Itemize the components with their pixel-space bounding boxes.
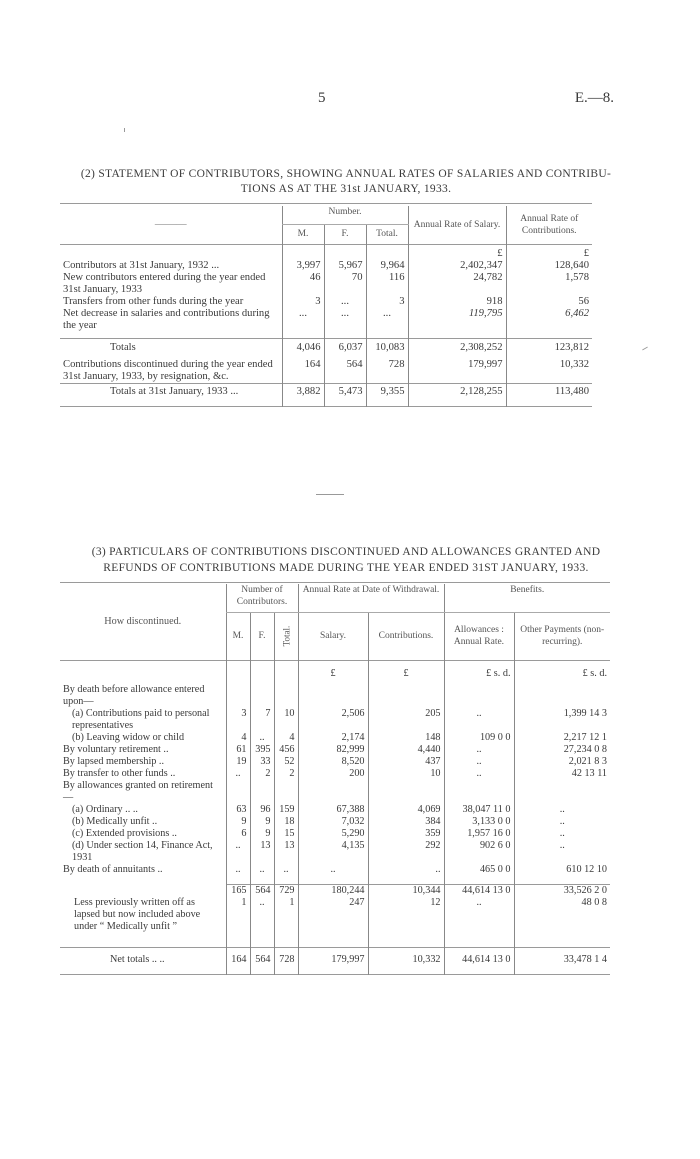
- cell-total: 4: [274, 732, 298, 744]
- cell-contrib: 56: [506, 296, 592, 308]
- row-label: Totals: [110, 341, 136, 353]
- cell-allowances: ..: [444, 756, 514, 768]
- table-row: [60, 383, 592, 406]
- cell-allowances: 902 6 0: [444, 840, 514, 864]
- table-row: [60, 804, 610, 816]
- cell-m: 46: [282, 272, 324, 296]
- statement3-header-m: M.: [226, 612, 250, 660]
- cell-other: ..: [514, 816, 610, 828]
- cell-total: 456: [274, 744, 298, 756]
- table-row: [60, 308, 592, 332]
- statement3-pound-salary: £: [298, 660, 368, 680]
- cell-m: 4: [226, 732, 250, 744]
- cell-f: 9: [250, 816, 274, 828]
- row-label: Net decrease in salaries and contributions during the year: [63, 308, 270, 331]
- row-label: Contributors at 31st January, 1932 ...: [63, 260, 220, 271]
- cell-f: 5,967: [324, 260, 366, 272]
- row-label: (b) Leaving widow or child: [72, 732, 185, 743]
- cell-total: 3: [366, 296, 408, 308]
- cell-salary: 7,032: [298, 816, 368, 828]
- statement2-title-line2: TIONS AS AT THE 31st JANUARY, 1933.: [240, 183, 452, 195]
- cell-total: 9,355: [366, 383, 408, 406]
- statement2-title-line1: (2) STATEMENT OF CONTRIBUTORS, SHOWING ANNUAL RATES OF SALARIES AND CONTRIBU-: [80, 168, 612, 180]
- row-label: Net totals .. ..: [110, 953, 165, 965]
- table-row: [60, 780, 610, 804]
- cell-total: ..: [274, 864, 298, 876]
- cell-f: 564: [250, 947, 274, 974]
- cell-contrib: 10,332: [368, 947, 444, 974]
- cell-m: 3: [226, 708, 250, 732]
- statement3-header-allowances: Allowances : Annual Rate.: [444, 612, 514, 660]
- cell-salary: 2,402,347: [408, 260, 506, 272]
- statement3-header-how: How discontinued.: [104, 615, 182, 627]
- cell-other: 33,526 2 0: [514, 884, 610, 897]
- cell-salary: 5,290: [298, 828, 368, 840]
- statement2-pound-contrib: £: [506, 244, 592, 260]
- cell-f: ...: [324, 296, 366, 308]
- table-row: [60, 816, 610, 828]
- row-label: (c) Extended provisions ..: [72, 828, 177, 839]
- row-label: By voluntary retirement ..: [63, 744, 169, 755]
- statement3-header-total: [274, 612, 298, 660]
- table-row: [60, 864, 610, 876]
- statement3-table: [60, 584, 610, 976]
- table-row: [60, 897, 610, 948]
- cell-other: 610 12 10: [514, 864, 610, 876]
- cell-salary: 2,128,255: [408, 383, 506, 406]
- statement2-header-salary: Annual Rate of Salary.: [408, 206, 506, 244]
- cell-m: 63: [226, 804, 250, 816]
- table-row: [60, 338, 592, 354]
- statement2-table: [60, 206, 592, 408]
- table-row: [60, 840, 610, 864]
- cell-total: 15: [274, 828, 298, 840]
- table-row: [60, 708, 610, 732]
- cell-m: 61: [226, 744, 250, 756]
- statement2-blank-header: ———: [154, 218, 187, 230]
- statement2-header-f: F.: [324, 224, 366, 244]
- row-label: (d) Under section 14, Finance Act, 1931: [72, 840, 213, 863]
- cell-total: 13: [274, 840, 298, 864]
- page-number: 5: [318, 90, 326, 106]
- row-label: New contributors entered during the year ended 31st January, 1933: [63, 272, 266, 295]
- cell-f: 13: [250, 840, 274, 864]
- statement3-header-other: Other Payments (non-recurring).: [514, 612, 610, 660]
- statement3-header-number: Number of Contributors.: [226, 584, 298, 612]
- statement2-header-number: Number.: [282, 206, 408, 224]
- cell-salary: 2,174: [298, 732, 368, 744]
- statement3-header-benefits: Benefits.: [444, 584, 610, 612]
- cell-allowances: ..: [444, 744, 514, 756]
- section-separator: [316, 494, 344, 495]
- cell-m: 3,882: [282, 383, 324, 406]
- cell-total: 52: [274, 756, 298, 768]
- row-label: Transfers from other funds during the year: [63, 296, 244, 307]
- statement2-pound-salary: £: [408, 244, 506, 260]
- cell-total: 2: [274, 768, 298, 780]
- cell-other: 2,021 8 3: [514, 756, 610, 768]
- cell-contrib: 113,480: [506, 383, 592, 406]
- cell-m: ..: [226, 840, 250, 864]
- statement2-header-m: M.: [282, 224, 324, 244]
- cell-f: 5,473: [324, 383, 366, 406]
- cell-other: 27,234 0 8: [514, 744, 610, 756]
- row-label: Less previously written off as lapsed but now included above under “ Medically unfit ”: [74, 896, 201, 932]
- table-row: [60, 296, 592, 308]
- cell-total: 116: [366, 272, 408, 296]
- cell-salary: 200: [298, 768, 368, 780]
- statement3-title-line2: REFUNDS OF CONTRIBUTIONS MADE DURING THE YEAR ENDED 31ST JANUARY, 1933.: [103, 562, 589, 574]
- cell-salary: 119,795: [408, 308, 506, 332]
- statement3-title-line1: (3) PARTICULARS OF CONTRIBUTIONS DISCONTINUED AND ALLOWANCES GRANTED AND: [91, 546, 601, 558]
- row-label: [60, 884, 226, 897]
- cell-f: 564: [250, 884, 274, 897]
- cell-m: 4,046: [282, 338, 324, 354]
- statement3-header-salary: Salary.: [298, 612, 368, 660]
- cell-m: 9: [226, 816, 250, 828]
- cell-f: 7: [250, 708, 274, 732]
- cell-f: 96: [250, 804, 274, 816]
- cell-allowances: 465 0 0: [444, 864, 514, 876]
- statement3-top-rule: [60, 582, 610, 583]
- cell-contrib: 292: [368, 840, 444, 864]
- cell-m: 3: [282, 296, 324, 308]
- cell-m: ...: [282, 308, 324, 332]
- cell-total: 18: [274, 816, 298, 828]
- cell-contrib: 359: [368, 828, 444, 840]
- cell-f: 9: [250, 828, 274, 840]
- cell-contrib: 10,332: [506, 354, 592, 384]
- cell-m: 164: [282, 354, 324, 384]
- cell-allowances: 1,957 16 0: [444, 828, 514, 840]
- row-label: (a) Contributions paid to personal representatives: [72, 708, 210, 731]
- table-row: [60, 884, 610, 897]
- cell-total: 10: [274, 708, 298, 732]
- cell-salary: 2,506: [298, 708, 368, 732]
- row-label: (b) Medically unfit ..: [72, 816, 158, 827]
- table-row: [60, 768, 610, 780]
- cell-m: ..: [226, 768, 250, 780]
- table-row: [60, 680, 610, 708]
- row-label: By death before allowance entered upon—: [63, 684, 205, 707]
- cell-other: ..: [514, 840, 610, 864]
- cell-salary: 180,244: [298, 884, 368, 897]
- statement2-header-contributions: Annual Rate of Contributions.: [506, 206, 592, 244]
- cell-allowances: ..: [444, 897, 514, 948]
- cell-f: 395: [250, 744, 274, 756]
- page-mark: [124, 128, 125, 132]
- cell-allowances: 44,614 13 0: [444, 947, 514, 974]
- cell-allowances: 109 0 0: [444, 732, 514, 744]
- cell-contrib: 148: [368, 732, 444, 744]
- cell-contrib: 4,069: [368, 804, 444, 816]
- cell-total: 729: [274, 884, 298, 897]
- cell-contrib: 12: [368, 897, 444, 948]
- ink-mark: [642, 347, 648, 351]
- cell-allowances: 3,133 0 0: [444, 816, 514, 828]
- row-label: Contributions discontinued during the year ended 31st January, 1933, by resignation, &c.: [63, 358, 273, 382]
- cell-total: 9,964: [366, 260, 408, 272]
- cell-allowances: ..: [444, 708, 514, 732]
- statement2-top-rule: [60, 203, 592, 204]
- row-label: By transfer to other funds ..: [63, 768, 176, 779]
- cell-m: 3,997: [282, 260, 324, 272]
- cell-contrib: 1,578: [506, 272, 592, 296]
- cell-f: 6,037: [324, 338, 366, 354]
- cell-m: 164: [226, 947, 250, 974]
- cell-contrib: 205: [368, 708, 444, 732]
- cell-allowances: 44,614 13 0: [444, 884, 514, 897]
- cell-other: 1,399 14 3: [514, 708, 610, 732]
- table-row: [60, 354, 592, 384]
- cell-total: 728: [274, 947, 298, 974]
- statement3-pound-contrib: £: [368, 660, 444, 680]
- cell-contrib: 10,344: [368, 884, 444, 897]
- cell-other: ..: [514, 804, 610, 816]
- cell-contrib: 384: [368, 816, 444, 828]
- cell-contrib: 437: [368, 756, 444, 768]
- table-row: [60, 828, 610, 840]
- cell-contrib: 6,462: [506, 308, 592, 332]
- cell-salary: 67,388: [298, 804, 368, 816]
- cell-salary: 4,135: [298, 840, 368, 864]
- cell-total: ...: [366, 308, 408, 332]
- cell-m: 1: [226, 897, 250, 948]
- statement3-lsd-other: £ s. d.: [514, 660, 610, 680]
- cell-salary: ..: [298, 864, 368, 876]
- table-row: [60, 756, 610, 768]
- cell-f: ..: [250, 864, 274, 876]
- cell-allowances: 38,047 11 0: [444, 804, 514, 816]
- row-label: By lapsed membership ..: [63, 756, 165, 767]
- cell-f: ..: [250, 732, 274, 744]
- cell-f: 564: [324, 354, 366, 384]
- row-label: Totals at 31st January, 1933 ...: [110, 385, 239, 397]
- cell-total: 1: [274, 897, 298, 948]
- cell-m: ..: [226, 864, 250, 876]
- cell-salary: 179,997: [298, 947, 368, 974]
- cell-salary: 918: [408, 296, 506, 308]
- cell-allowances: ..: [444, 768, 514, 780]
- cell-other: 2,217 12 1: [514, 732, 610, 744]
- statement2-header-total: Total.: [366, 224, 408, 244]
- cell-m: 165: [226, 884, 250, 897]
- table-row: [60, 732, 610, 744]
- cell-salary: 8,520: [298, 756, 368, 768]
- table-row: [60, 947, 610, 974]
- cell-f: ...: [324, 308, 366, 332]
- cell-salary: 24,782: [408, 272, 506, 296]
- table-row: [60, 744, 610, 756]
- row-label: By death of annuitants ..: [63, 864, 163, 875]
- cell-total: 10,083: [366, 338, 408, 354]
- cell-salary: 2,308,252: [408, 338, 506, 354]
- cell-f: 33: [250, 756, 274, 768]
- cell-salary: 247: [298, 897, 368, 948]
- cell-other: 48 0 8: [514, 897, 610, 948]
- cell-m: 6: [226, 828, 250, 840]
- cell-total: 159: [274, 804, 298, 816]
- cell-other: ..: [514, 828, 610, 840]
- cell-contrib: ..: [368, 864, 444, 876]
- cell-total: 728: [366, 354, 408, 384]
- statement3-header-annual-rate: Annual Rate at Date of Withdrawal.: [298, 584, 444, 612]
- statement3-header-f: F.: [250, 612, 274, 660]
- row-label: (a) Ordinary .. ..: [72, 804, 138, 815]
- cell-f: 2: [250, 768, 274, 780]
- cell-other: 33,478 1 4: [514, 947, 610, 974]
- row-label: By allowances granted on retirement—: [63, 780, 213, 803]
- cell-contrib: 4,440: [368, 744, 444, 756]
- statement3-header-contributions: Contributions.: [368, 612, 444, 660]
- cell-f: 70: [324, 272, 366, 296]
- cell-f: ..: [250, 897, 274, 948]
- cell-salary: 179,997: [408, 354, 506, 384]
- table-row: [60, 260, 592, 272]
- cell-contrib: 10: [368, 768, 444, 780]
- cell-salary: 82,999: [298, 744, 368, 756]
- cell-m: 19: [226, 756, 250, 768]
- statement3-lsd-allowances: £ s. d.: [444, 660, 514, 680]
- cell-contrib: 128,640: [506, 260, 592, 272]
- statement3-header-total-text: Total.: [281, 625, 291, 647]
- page-reference: E.—8.: [574, 90, 614, 106]
- cell-other: 42 13 11: [514, 768, 610, 780]
- table-row: [60, 272, 592, 296]
- cell-contrib: 123,812: [506, 338, 592, 354]
